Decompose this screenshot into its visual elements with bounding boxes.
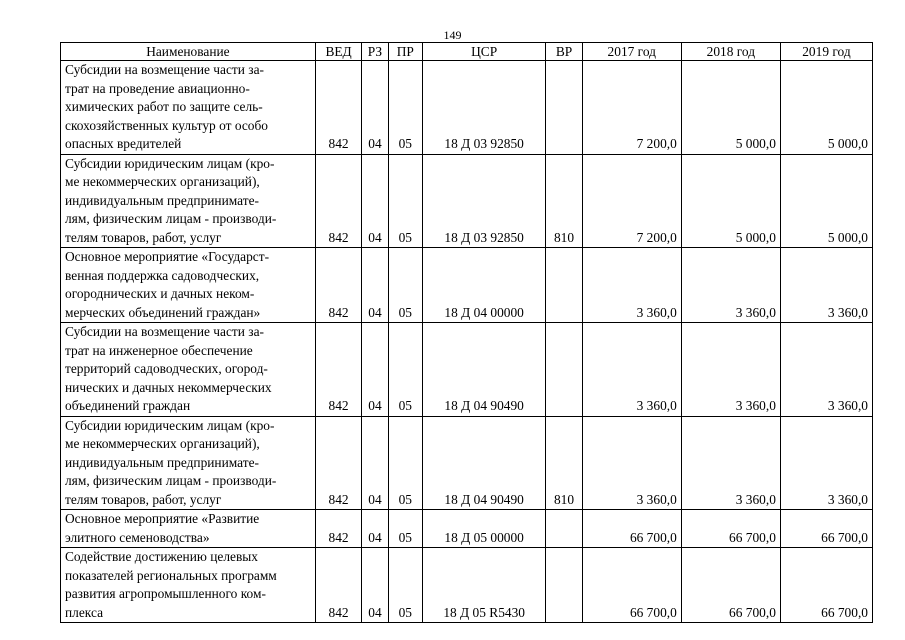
row-ved-cell: 842: [315, 154, 362, 248]
row-rz-cell: 04: [362, 323, 388, 417]
row-name-line: телям товаров, работ, услуг: [65, 491, 222, 507]
row-vr-cell: [546, 548, 582, 623]
header-2019: 2019 год: [780, 43, 872, 61]
table-row: [61, 323, 873, 417]
row-ved-cell: 842: [315, 248, 362, 323]
row-name-line: венная поддержка садоводческих,: [65, 267, 260, 283]
row-name-line: объединений граждан: [65, 398, 191, 413]
row-rz-cell: 04: [362, 154, 388, 248]
row-name-line: развития агропромышленного ком-: [65, 586, 266, 601]
table-row: [61, 548, 873, 623]
row-name-line: показателей региональных программ: [65, 567, 277, 583]
row-name-line: Субсидии юридическим лицам (кро-: [65, 155, 275, 171]
row-rz-cell: 04: [362, 248, 388, 323]
row-name-line: телям товаров, работ, услуг: [65, 229, 222, 245]
row-2017-cell: 7 200,0: [582, 61, 681, 155]
row-name-line: трат на инженерное обеспечение: [65, 342, 253, 358]
row-name-line: плекса: [65, 604, 104, 620]
row-pr-cell: 05: [388, 548, 422, 623]
header-rz: РЗ: [362, 43, 388, 61]
row-csr-cell: 18 Д 04 90490: [422, 416, 545, 510]
row-name-line: ме некоммерческих организаций),: [65, 174, 260, 189]
row-ved-cell: 842: [315, 61, 362, 155]
row-name-line: индивидуальным предпринимате-: [65, 192, 260, 208]
row-name-line: химических работ по защите сель-: [65, 99, 263, 114]
row-vr-cell: 810: [546, 154, 582, 248]
row-2019-cell: 66 700,0: [780, 510, 872, 548]
table-body: [61, 61, 873, 623]
row-2019-cell: 5 000,0: [780, 154, 872, 248]
header-pr: ПР: [388, 43, 422, 61]
row-2019-cell: 3 360,0: [780, 248, 872, 323]
row-2017-cell: 3 360,0: [582, 416, 681, 510]
row-pr-cell: 05: [388, 510, 422, 548]
budget-table: [60, 42, 873, 623]
row-2019-cell: 5 000,0: [780, 61, 872, 155]
row-name-line: нических и дачных некоммерческих: [65, 379, 272, 395]
row-2017-cell: 66 700,0: [582, 510, 681, 548]
row-ved-cell: 842: [315, 416, 362, 510]
row-name-cell: [61, 416, 316, 510]
row-2017-cell: 66 700,0: [582, 548, 681, 623]
row-csr-cell: 18 Д 05 00000: [422, 510, 545, 548]
header-csr: ЦСР: [422, 43, 545, 61]
header-2017: 2017 год: [582, 43, 681, 61]
row-pr-cell: 05: [388, 248, 422, 323]
row-rz-cell: 04: [362, 61, 388, 155]
row-name-line: Основное мероприятие «Государст-: [65, 249, 270, 264]
row-2017-cell: 3 360,0: [582, 323, 681, 417]
row-2019-cell: 3 360,0: [780, 416, 872, 510]
row-name-line: индивидуальным предпринимате-: [65, 454, 260, 470]
row-2018-cell: 5 000,0: [681, 61, 780, 155]
table-row: [61, 510, 873, 548]
row-2018-cell: 5 000,0: [681, 154, 780, 248]
row-name-line: Субсидии юридическим лицам (кро-: [65, 417, 275, 433]
row-csr-cell: 18 Д 03 92850: [422, 154, 545, 248]
table-row: [61, 61, 873, 155]
row-name-line: трат на проведение авиационно-: [65, 80, 250, 96]
row-name-line: Субсидии на возмещение части за-: [65, 62, 264, 77]
row-name-cell: [61, 510, 316, 548]
row-name-line: Субсидии на возмещение части за-: [65, 324, 264, 339]
row-name-cell: [61, 548, 316, 623]
header-row: [61, 43, 873, 61]
row-csr-cell: 18 Д 04 90490: [422, 323, 545, 417]
row-name-line: ме некоммерческих организаций),: [65, 436, 260, 451]
row-name-line: лям, физическим лицам - производи-: [65, 473, 277, 488]
row-ved-cell: 842: [315, 323, 362, 417]
row-2019-cell: 3 360,0: [780, 323, 872, 417]
row-vr-cell: [546, 323, 582, 417]
header-ved: ВЕД: [315, 43, 362, 61]
row-name-line: опасных вредителей: [65, 136, 182, 151]
row-2018-cell: 66 700,0: [681, 510, 780, 548]
row-name-line: Содействие достижению целевых: [65, 549, 258, 564]
row-pr-cell: 05: [388, 323, 422, 417]
header-name: Наименование: [61, 43, 316, 61]
row-2017-cell: 3 360,0: [582, 248, 681, 323]
row-ved-cell: 842: [315, 510, 362, 548]
row-name-cell: [61, 248, 316, 323]
row-name-line: Основное мероприятие «Развитие: [65, 511, 260, 526]
row-name-cell: [61, 154, 316, 248]
table-row: [61, 416, 873, 510]
row-name-line: лям, физическим лицам - производи-: [65, 211, 277, 226]
header-vr: ВР: [546, 43, 582, 61]
row-rz-cell: 04: [362, 510, 388, 548]
row-csr-cell: 18 Д 03 92850: [422, 61, 545, 155]
row-ved-cell: 842: [315, 548, 362, 623]
row-name-line: скохозяйственных культур от особо: [65, 117, 268, 133]
row-vr-cell: [546, 248, 582, 323]
row-csr-cell: 18 Д 04 00000: [422, 248, 545, 323]
row-pr-cell: 05: [388, 61, 422, 155]
row-name-line: огороднических и дачных неком-: [65, 286, 255, 301]
row-2018-cell: 3 360,0: [681, 416, 780, 510]
table-row: [61, 248, 873, 323]
row-csr-cell: 18 Д 05 R5430: [422, 548, 545, 623]
row-name-cell: [61, 323, 316, 417]
row-rz-cell: 04: [362, 548, 388, 623]
row-name-cell: [61, 61, 316, 155]
row-2017-cell: 7 200,0: [582, 154, 681, 248]
row-name-line: мерческих объединений граждан»: [65, 304, 261, 320]
row-2019-cell: 66 700,0: [780, 548, 872, 623]
row-vr-cell: [546, 61, 582, 155]
row-pr-cell: 05: [388, 154, 422, 248]
row-2018-cell: 3 360,0: [681, 323, 780, 417]
row-vr-cell: [546, 510, 582, 548]
row-2018-cell: 3 360,0: [681, 248, 780, 323]
row-pr-cell: 05: [388, 416, 422, 510]
row-name-line: территорий садоводческих, огород-: [65, 361, 268, 376]
page-number: 149: [443, 28, 462, 42]
row-2018-cell: 66 700,0: [681, 548, 780, 623]
row-vr-cell: 810: [546, 416, 582, 510]
row-name-line: элитного семеноводства»: [65, 529, 210, 545]
table-row: [61, 154, 873, 248]
row-rz-cell: 04: [362, 416, 388, 510]
header-2018: 2018 год: [681, 43, 780, 61]
